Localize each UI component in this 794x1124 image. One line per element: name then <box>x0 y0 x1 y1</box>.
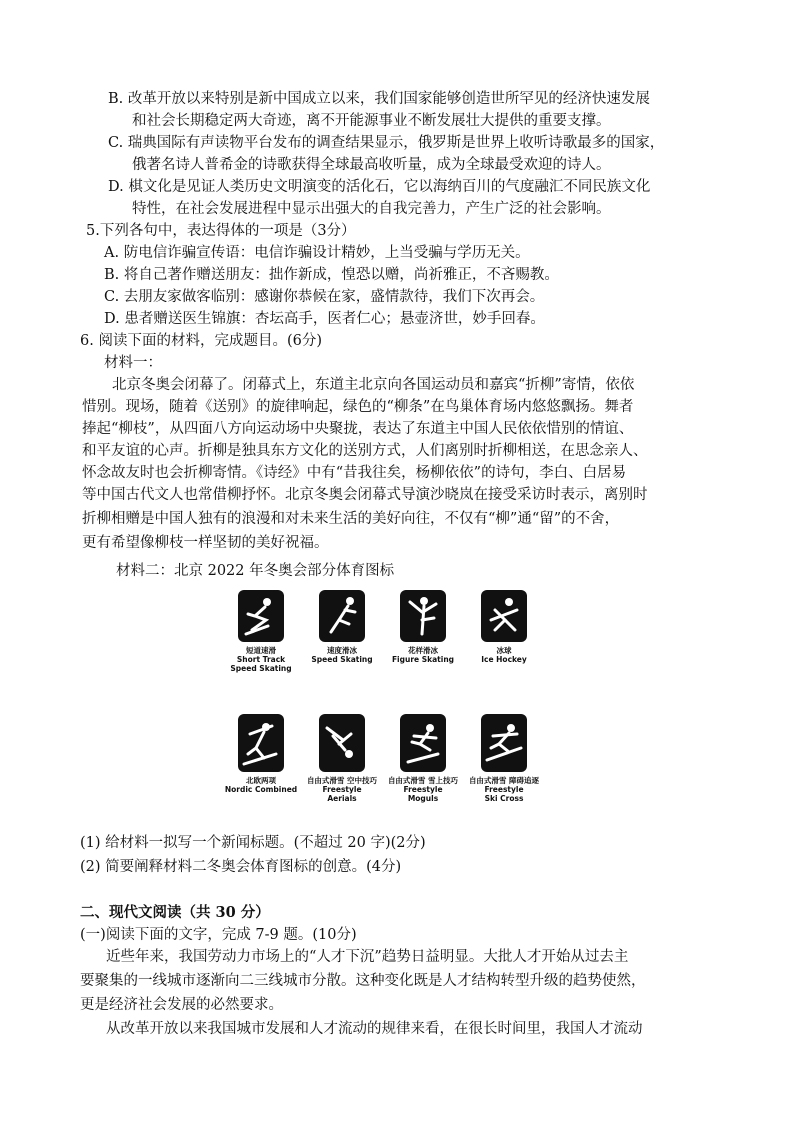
icon-cell <box>303 714 381 803</box>
material-2-label: 材料二：北京 2022 年冬奥会部分体育图标 <box>116 563 395 579</box>
subsection-heading: (一)阅读下面的文字，完成 7-9 题。(10分) <box>80 927 357 943</box>
passage-text: 从改革开放以来我国城市发展和人才流动的规律来看，在很长时间里，我国人才流动 <box>106 1021 643 1037</box>
icon-cell <box>384 590 462 664</box>
icon-cell <box>384 714 462 803</box>
icon-caption: 短道速滑 Short Track Speed Skating <box>230 646 292 673</box>
icon-cell <box>222 590 300 673</box>
option-d-line2: 特性，在社会发展进程中显示出强大的自我完善力，产生广泛的社会影响。 <box>132 201 611 217</box>
short-track-icon <box>238 590 284 642</box>
icon-caption: 自由式滑雪 雪上技巧 Freestyle Moguls <box>387 776 459 803</box>
q5-option-c: C. 去朋友家做客临别：感谢你恭候在家，盛情款待，我们下次再会。 <box>104 289 545 305</box>
q6-sub2: (2) 简要阐释材料二冬奥会体育图标的创意。(4分) <box>80 859 402 875</box>
material-1-text: 更有希望像柳枝一样坚韧的美好祝福。 <box>82 535 329 551</box>
icon-caption: 北欧两项 Nordic Combined <box>224 776 298 794</box>
icon-caption: 速度滑冰 Speed Skating <box>311 646 373 664</box>
icon-caption: 花样滑冰 Figure Skating <box>391 646 455 664</box>
icon-cell <box>465 714 543 803</box>
material-1-text: 捧起“柳枝”，从四面八方向运动场中央聚拢，表达了东道主中国人民依依惜别的情谊、 <box>82 421 634 437</box>
material-1-text: 惜别。现场，随着《送别》的旋律响起，绿色的“柳条”在鸟巢体育场内悠悠飘扬。舞者 <box>82 399 634 415</box>
q5-option-a: A. 防电信诈骗宣传语：电信诈骗设计精妙，上当受骗与学历无关。 <box>104 245 530 261</box>
option-b-line1: B. 改革开放以来特别是新中国成立以来，我们国家能够创造世所罕见的经济快速发展 <box>108 91 650 107</box>
freestyle-ski-cross-icon <box>481 714 527 772</box>
question-6: 6. 阅读下面的材料，完成题目。(6分) <box>80 333 322 349</box>
icon-cell <box>222 714 300 794</box>
ice-hockey-icon <box>481 590 527 642</box>
question-5: 5.下列各句中，表达得体的一项是（3分） <box>86 223 356 239</box>
icon-caption: 冰球 Ice Hockey <box>481 646 527 664</box>
option-d-line1: D. 棋文化是见证人类历史文明演变的活化石，它以海纳百川的气度融汇不同民族文化 <box>108 179 651 195</box>
figure-skating-icon <box>400 590 446 642</box>
icon-cell <box>303 590 381 664</box>
sport-pictograms <box>224 590 550 830</box>
freestyle-aerials-icon <box>319 714 365 772</box>
icon-caption: 自由式滑雪 空中技巧 Freestyle Aerials <box>306 776 378 803</box>
icon-cell <box>465 590 543 664</box>
passage-text: 近些年来，我国劳动力市场上的“人才下沉”趋势日益明显。大批人才开始从过去主 <box>106 949 629 965</box>
option-b-line2: 和社会长期稳定两大奇迹，离不开能源事业不断发展壮大提供的重要支撑。 <box>132 113 611 129</box>
freestyle-moguls-icon <box>400 714 446 772</box>
material-1-text: 北京冬奥会闭幕了。闭幕式上，东道主北京向各国运动员和嘉宾“折柳”寄情，依依 <box>112 377 635 393</box>
material-1-text: 怀念故友时也会折柳寄情。《诗经》中有“昔我往矣，杨柳依依”的诗句，李白、白居易 <box>82 465 627 481</box>
q6-sub1: (1) 给材料一拟写一个新闻标题。(不超过 20 字)(2分) <box>80 835 426 851</box>
option-c-line1: C. 瑞典国际有声读物平台发布的调查结果显示，俄罗斯是世界上收听诗歌最多的国家， <box>108 135 665 151</box>
material-1-text: 等中国古代文人也常借柳抒怀。北京冬奥会闭幕式导演沙晓岚在接受采访时表示，离别时 <box>82 487 648 503</box>
q5-option-d: D. 患者赠送医生锦旗：杏坛高手，医者仁心；悬壶济世，妙手回春。 <box>104 311 545 327</box>
passage-text: 要聚集的一线城市逐渐向二三线城市分散。这种变化既是人才结构转型升级的趋势使然， <box>80 973 646 989</box>
icon-caption: 自由式滑雪 障碍追逐 Freestyle Ski Cross <box>468 776 540 803</box>
option-c-line2: 俄著名诗人普希金的诗歌获得全球最高收听量，成为全球最受欢迎的诗人。 <box>132 157 611 173</box>
section-heading: 二、现代文阅读（共 30 分） <box>80 904 270 921</box>
speed-skating-icon <box>319 590 365 642</box>
material-1-label: 材料一： <box>104 355 162 371</box>
nordic-combined-icon <box>238 714 284 772</box>
q5-option-b: B. 将自己著作赠送朋友：拙作新成，惶恐以赠，尚祈雅正，不吝赐教。 <box>104 267 559 283</box>
material-1-text: 折柳相赠是中国人独有的浪漫和对未来生活的美好向往，不仅有“柳”通“留”的不舍， <box>82 511 620 527</box>
material-1-text: 和平友谊的心声。折柳是独具东方文化的送别方式，人们离别时折柳相送，在思念亲人、 <box>82 443 648 459</box>
passage-text: 更是经济社会发展的必然要求。 <box>80 997 283 1013</box>
